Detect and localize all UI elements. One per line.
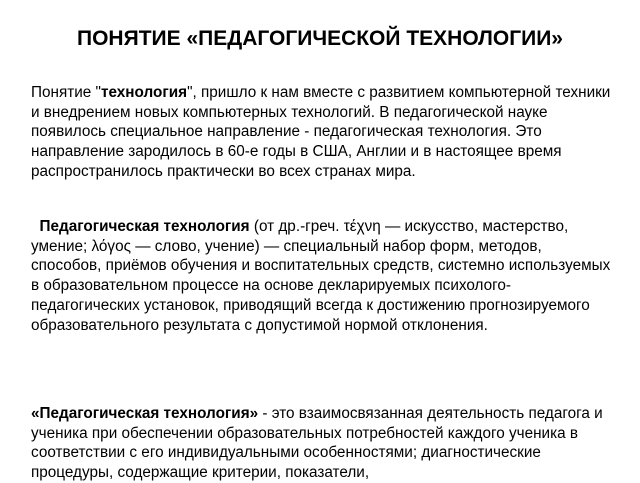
p3-term: «Педагогическая технология» [31, 405, 259, 422]
p1-post: ", пришло к нам вместе с развитием компьютерной техники и внедрением новых компьютерных технологий. В педагогической науке появилось специальное направление - педагогическая технология. Это направление зародилось в 60-е годы в США, Англии и в настоящее время распространилось практически во всех странах мира. [31, 84, 611, 180]
p3-post: - это взаимосвязанная деятельность педагога и ученика при обеспечении образовательных потребностей каждого ученика в соответствии с его индивидуальными особенностями; диагностические процедуры, содержащие критерии, показатели, [31, 405, 603, 482]
paragraph-interaction [31, 404, 616, 483]
p2-term: Педагогическая технология [39, 218, 250, 235]
p2-post: (от др.-греч. τέχνη — искусство, мастерство, умение; λόγος — слово, учение) — специальный набор форм, методов, способов, приёмов обучения и воспитательных средств, системно используемых в образовательном процессе на основе декларируемых психолого-педагогических установок, приводящий всегда к достижению прогнозируемого образовательного результата с допустимой нормой отклонения. [31, 218, 611, 334]
p1-pre: Понятие " [31, 84, 101, 101]
p1-term: технология [100, 84, 188, 101]
paragraph-technology-origin [31, 83, 616, 182]
slide-title: ПОНЯТИЕ «ПЕДАГОГИЧЕСКОЙ ТЕХНОЛОГИИ» [77, 27, 563, 50]
paragraph-definition [31, 217, 616, 335]
